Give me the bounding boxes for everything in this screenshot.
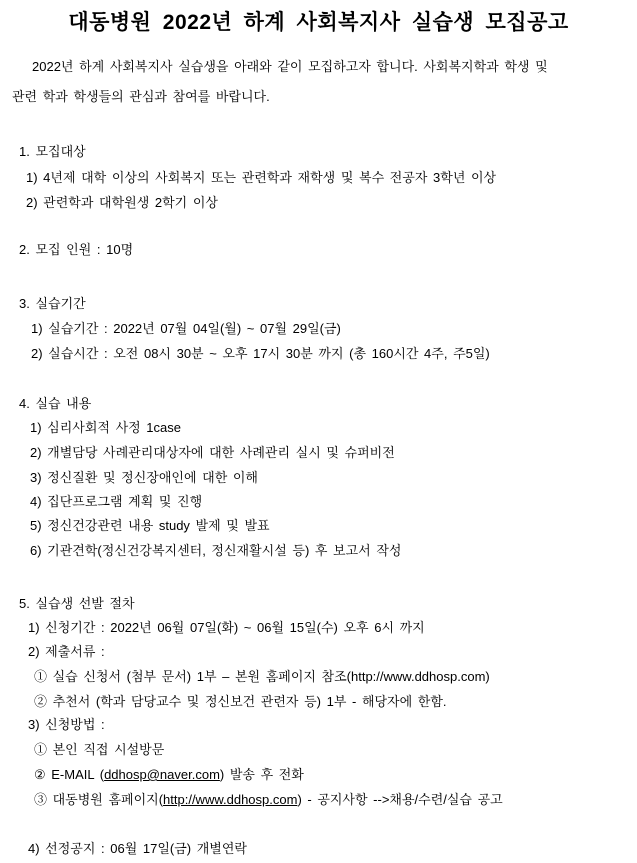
section-4-item-5: 5) 정신건강관련 내용 study 발제 및 발표 [30,518,270,533]
section-3-item-1: 1) 실습기간 : 2022년 07월 04일(월) ~ 07월 29일(금) [31,321,341,336]
section-5-item-1: 1) 신청기간 : 2022년 06월 07일(화) ~ 06월 15일(수) 오후 6시 까지 [28,620,425,635]
intro-line-1: 2022년 하계 사회복지사 실습생을 아래와 같이 모집하고자 합니다. 사회복지학과 학생 및 [32,59,548,74]
section-5-document-1: ① 실습 신청서 (첨부 문서) 1부 – 본원 홈페이지 참조(http://www.ddhosp.com) [34,669,490,684]
section-1-heading: 1. 모집대상 [19,144,86,159]
section-3-heading: 3. 실습기간 [19,296,86,311]
section-2-heading: 2. 모집 인원 : 10명 [19,242,134,257]
method-3-prefix: ③ 대동병원 홈페이지( [34,792,164,807]
intro-line-2: 관련 학과 학생들의 관심과 참여를 바랍니다. [12,89,270,104]
section-5-heading: 5. 실습생 선발 절차 [19,596,135,611]
section-5-method-2 [34,766,304,784]
email-link[interactable]: ddhosp@naver.com [104,767,220,782]
section-5-method-3 [34,791,503,809]
section-4-item-4: 4) 집단프로그램 계획 및 진행 [30,494,203,509]
section-4-item-2: 2) 개별담당 사례관리대상자에 대한 사례관리 실시 및 슈퍼비전 [30,445,395,460]
section-4-item-1: 1) 심리사회적 사정 1case [30,420,181,435]
section-3-item-2: 2) 실습시간 : 오전 08시 30분 ~ 오후 17시 30분 까지 (총 160시간 4주, 주5일) [31,346,490,361]
section-5-item-2: 2) 제출서류 : [28,644,105,659]
section-5-method-1: ① 본인 직접 시설방문 [34,742,165,757]
section-4-item-3: 3) 정신질환 및 정신장애인에 대한 이해 [30,470,258,485]
doc-title: 대동병원 2022년 하계 사회복지사 실습생 모집공고 [68,11,569,34]
section-5-item-3: 3) 신청방법 : [28,717,105,732]
homepage-link[interactable]: http://www.ddhosp.com [163,792,298,807]
method-2-suffix: ) 발송 후 전화 [219,767,304,782]
method-3-suffix: ) - 공지사항 -->채용/수련/실습 공고 [297,792,503,807]
section-4-item-6: 6) 기관견학(정신건강복지센터, 정신재활시설 등) 후 보고서 작성 [30,543,402,558]
section-4-heading: 4. 실습 내용 [19,396,92,411]
section-1-item-2: 2) 관련학과 대학원생 2학기 이상 [26,195,218,210]
section-5-item-4: 4) 선정공지 : 06월 17일(금) 개별연락 [28,841,247,856]
section-5-document-2: ② 추천서 (학과 담당교수 및 정신보건 관련자 등) 1부 - 해당자에 한함. [34,694,447,709]
method-2-prefix: ② E-MAIL ( [34,767,105,782]
section-1-item-1: 1) 4년제 대학 이상의 사회복지 또는 관련학과 재학생 및 복수 전공자 3학년 이상 [26,170,497,185]
